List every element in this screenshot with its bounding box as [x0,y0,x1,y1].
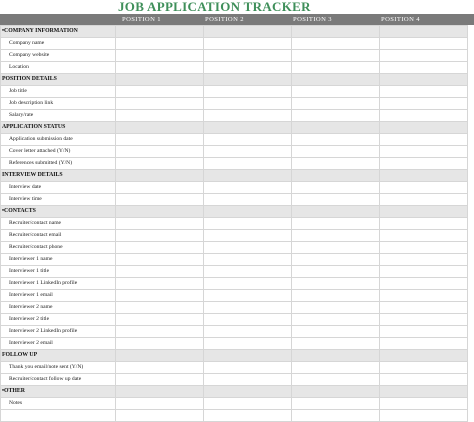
field-row [1,218,468,230]
position-1-cell[interactable] [116,326,204,338]
field-row [1,194,468,206]
position-4-cell[interactable] [380,302,468,314]
position-1-cell[interactable] [116,242,204,254]
field-row [1,50,468,62]
position-4-cell[interactable] [380,266,468,278]
position-3-cell[interactable] [292,338,380,350]
field-label: Interviewer 2 title [1,314,116,326]
field-label: Recruiter/contact phone [1,242,116,254]
position-4-cell [380,350,468,362]
section-header-row [1,206,468,218]
position-4-cell[interactable] [380,398,468,410]
field-label: Interviewer 1 title [1,266,116,278]
position-3-cell[interactable] [292,194,380,206]
section-header-row [1,26,468,38]
section-header-row [1,350,468,362]
field-row [1,86,468,98]
field-row [1,98,468,110]
position-1-cell[interactable] [116,362,204,374]
tracker-grid [0,25,468,422]
field-row [1,266,468,278]
position-2-cell[interactable] [204,98,292,110]
position-2-cell[interactable] [204,410,292,422]
position-1-cell [116,122,204,134]
position-3-cell[interactable] [292,278,380,290]
section-label: INTERVIEW DETAILS [1,170,116,182]
position-2-cell[interactable] [204,242,292,254]
position-4-cell [380,74,468,86]
position-4-cell [380,206,468,218]
position-3-cell[interactable] [292,290,380,302]
position-1-cell[interactable] [116,338,204,350]
field-label: Interviewer 2 name [1,302,116,314]
position-4-cell[interactable] [380,218,468,230]
position-3-cell[interactable] [292,362,380,374]
position-1-cell[interactable] [116,98,204,110]
position-3-cell[interactable] [292,182,380,194]
position-3-cell[interactable] [292,98,380,110]
field-label [1,410,116,422]
position-2-cell[interactable] [204,326,292,338]
position-2-cell[interactable] [204,38,292,50]
position-1-cell[interactable] [116,410,204,422]
position-3-cell[interactable] [292,134,380,146]
section-label: •OTHER [1,386,116,398]
section-header-row [1,170,468,182]
position-4-cell [380,386,468,398]
field-label: Recruiter/contact follow up date [1,374,116,386]
position-3-cell[interactable] [292,50,380,62]
position-2-cell[interactable] [204,314,292,326]
position-1-cell [116,26,204,38]
position-4-cell[interactable] [380,374,468,386]
field-label: Application submission date [1,134,116,146]
section-label: APPLICATION STATUS [1,122,116,134]
position-1-cell[interactable] [116,146,204,158]
position-1-cell[interactable] [116,86,204,98]
field-label: Salary/rate [1,110,116,122]
position-4-cell[interactable] [380,110,468,122]
position-2-cell [204,206,292,218]
position-3-cell [292,26,380,38]
position-1-cell[interactable] [116,110,204,122]
position-3-header[interactable]: POSITION 3 [293,16,332,23]
position-2-cell[interactable] [204,362,292,374]
field-row [1,146,468,158]
field-label: Interviewer 1 email [1,290,116,302]
field-row [1,110,468,122]
position-2-cell[interactable] [204,50,292,62]
tracker-title: JOB APPLICATION TRACKER [118,0,311,14]
position-4-cell[interactable] [380,290,468,302]
position-4-cell[interactable] [380,62,468,74]
position-1-cell[interactable] [116,314,204,326]
position-1-cell[interactable] [116,218,204,230]
section-label: •COMPANY INFORMATION [1,26,116,38]
position-3-cell[interactable] [292,254,380,266]
position-4-cell[interactable] [380,134,468,146]
field-label: Interviewer 2 email [1,338,116,350]
position-1-cell[interactable] [116,290,204,302]
position-1-cell[interactable] [116,302,204,314]
position-4-cell[interactable] [380,146,468,158]
position-2-cell [204,170,292,182]
field-row [1,230,468,242]
field-label: Cover letter attached (Y/N) [1,146,116,158]
position-2-cell [204,350,292,362]
position-2-cell[interactable] [204,290,292,302]
position-3-cell [292,122,380,134]
position-2-cell[interactable] [204,254,292,266]
field-label: Job title [1,86,116,98]
position-2-cell [204,26,292,38]
position-2-cell[interactable] [204,374,292,386]
position-2-cell [204,74,292,86]
position-3-cell [292,350,380,362]
field-label: Job description link [1,98,116,110]
field-row [1,314,468,326]
position-4-cell [380,26,468,38]
position-1-cell [116,206,204,218]
position-3-cell[interactable] [292,110,380,122]
position-4-cell[interactable] [380,326,468,338]
position-3-cell[interactable] [292,218,380,230]
position-3-cell[interactable] [292,302,380,314]
position-2-cell[interactable] [204,230,292,242]
position-4-header[interactable]: POSITION 4 [381,16,420,23]
field-row [1,254,468,266]
section-label: FOLLOW UP [1,350,116,362]
position-4-cell[interactable] [380,158,468,170]
position-3-cell[interactable] [292,38,380,50]
field-label: References submitted (Y/N) [1,158,116,170]
position-3-cell[interactable] [292,158,380,170]
position-4-cell[interactable] [380,38,468,50]
field-row [1,134,468,146]
position-4-cell[interactable] [380,50,468,62]
position-1-cell[interactable] [116,134,204,146]
position-4-cell[interactable] [380,182,468,194]
position-3-cell[interactable] [292,410,380,422]
field-row [1,158,468,170]
field-row [1,182,468,194]
position-3-cell [292,74,380,86]
position-4-cell[interactable] [380,410,468,422]
field-row [1,38,468,50]
position-2-cell[interactable] [204,278,292,290]
field-row [1,302,468,314]
position-2-cell[interactable] [204,338,292,350]
position-2-cell[interactable] [204,302,292,314]
field-label: Recruiter/contact email [1,230,116,242]
position-4-cell [380,170,468,182]
position-4-cell[interactable] [380,338,468,350]
field-label: Recruiter/contact name [1,218,116,230]
field-label: Interviewer 2 LinkedIn profile [1,326,116,338]
position-2-cell[interactable] [204,134,292,146]
section-label: •CONTACTS [1,206,116,218]
position-1-cell[interactable] [116,278,204,290]
field-row [1,326,468,338]
position-3-cell[interactable] [292,398,380,410]
position-4-cell[interactable] [380,230,468,242]
field-row [1,374,468,386]
field-row [1,410,468,422]
position-3-cell[interactable] [292,326,380,338]
field-row [1,338,468,350]
position-3-cell [292,170,380,182]
position-4-cell[interactable] [380,86,468,98]
position-3-cell [292,206,380,218]
position-3-cell[interactable] [292,146,380,158]
section-header-row [1,74,468,86]
position-1-cell[interactable] [116,194,204,206]
section-header-row [1,386,468,398]
field-row [1,398,468,410]
position-1-cell [116,350,204,362]
field-label: Interviewer 1 name [1,254,116,266]
position-2-cell[interactable] [204,182,292,194]
position-1-cell[interactable] [116,158,204,170]
position-4-cell[interactable] [380,254,468,266]
field-row [1,290,468,302]
position-2-cell [204,386,292,398]
position-2-cell[interactable] [204,146,292,158]
position-4-cell[interactable] [380,242,468,254]
position-1-cell[interactable] [116,398,204,410]
position-2-cell[interactable] [204,398,292,410]
field-label: Notes [1,398,116,410]
position-3-cell[interactable] [292,230,380,242]
position-4-cell[interactable] [380,278,468,290]
position-4-cell[interactable] [380,362,468,374]
field-label: Location [1,62,116,74]
position-1-header[interactable]: POSITION 1 [122,16,161,23]
position-1-cell[interactable] [116,254,204,266]
position-1-cell[interactable] [116,182,204,194]
field-label: Company name [1,38,116,50]
position-1-cell [116,74,204,86]
position-2-header[interactable]: POSITION 2 [205,16,244,23]
position-4-cell[interactable] [380,98,468,110]
field-row [1,362,468,374]
section-label: POSITION DETAILS [1,74,116,86]
position-2-cell[interactable] [204,266,292,278]
position-3-cell[interactable] [292,266,380,278]
position-4-cell[interactable] [380,314,468,326]
field-row [1,62,468,74]
field-label: Company website [1,50,116,62]
position-1-cell[interactable] [116,266,204,278]
field-label: Interview date [1,182,116,194]
position-4-cell[interactable] [380,194,468,206]
position-3-cell[interactable] [292,374,380,386]
position-3-cell[interactable] [292,62,380,74]
field-row [1,242,468,254]
position-3-cell[interactable] [292,242,380,254]
position-2-cell[interactable] [204,218,292,230]
position-4-cell [380,122,468,134]
position-1-cell[interactable] [116,230,204,242]
position-3-cell[interactable] [292,86,380,98]
field-row [1,278,468,290]
position-2-cell[interactable] [204,110,292,122]
position-3-cell[interactable] [292,314,380,326]
position-2-cell[interactable] [204,86,292,98]
field-label: Thank you email/note sent (Y/N) [1,362,116,374]
position-1-cell [116,170,204,182]
position-2-cell [204,122,292,134]
position-3-cell [292,386,380,398]
position-1-cell[interactable] [116,50,204,62]
field-label: Interview time [1,194,116,206]
position-1-cell[interactable] [116,62,204,74]
position-1-cell[interactable] [116,38,204,50]
position-1-cell [116,386,204,398]
field-label: Interviewer 1 LinkedIn profile [1,278,116,290]
position-2-cell[interactable] [204,158,292,170]
section-header-row [1,122,468,134]
position-2-cell[interactable] [204,194,292,206]
position-1-cell[interactable] [116,374,204,386]
position-2-cell[interactable] [204,62,292,74]
